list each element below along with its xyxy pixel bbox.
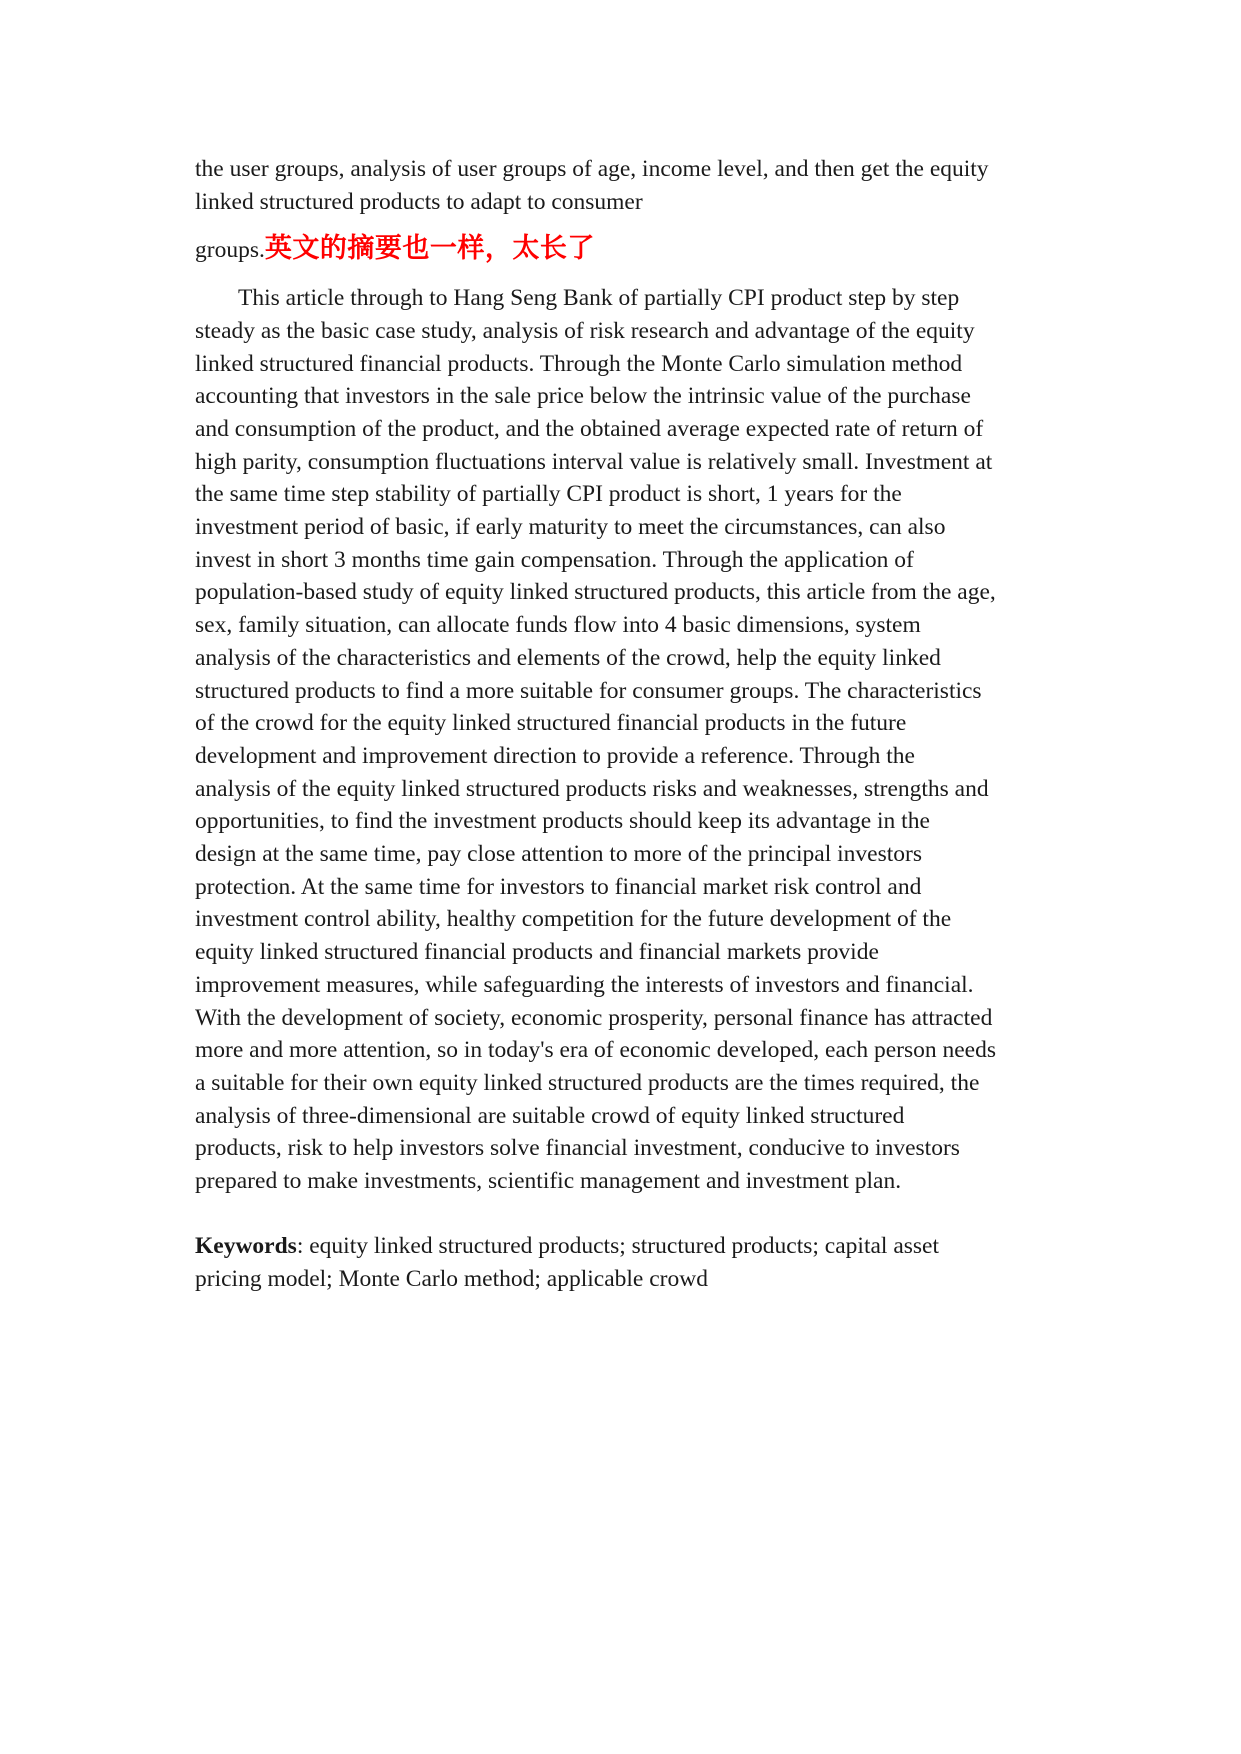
text-line: more and more attention, so in today's era of economic developed, each person needs <box>195 1037 996 1064</box>
text-line: sex, family situation, can allocate funds flow into 4 basic dimensions, system <box>195 612 921 639</box>
text-line: population-based study of equity linked structured products, this article from the age, <box>195 579 996 606</box>
keywords-text: : equity linked structured products; structured products; capital asset <box>296 1232 939 1259</box>
text-line: linked structured products to adapt to consumer <box>195 188 643 215</box>
text-line: the user groups, analysis of user groups of age, income level, and then get the equity <box>195 156 989 182</box>
text-line: With the development of society, economic prosperity, personal finance has attracted <box>195 1004 993 1031</box>
text-line: opportunities, to find the investment products should keep its advantage in the <box>195 808 930 835</box>
text-line: invest in short 3 months time gain compensation. Through the application of <box>195 546 914 573</box>
text-line: of the crowd for the equity linked structured financial products in the future <box>195 710 907 737</box>
text-line: structured products to find a more suitable for consumer groups. The characteristics <box>195 677 982 704</box>
text-line: investment control ability, healthy competition for the future development of the <box>195 906 952 933</box>
text-line: linked structured financial products. Through the Monte Carlo simulation method <box>195 350 963 377</box>
abstract-continuation <box>195 153 1055 267</box>
text-line: investment period of basic, if early maturity to meet the circumstances, can also <box>195 514 946 541</box>
text-line: accounting that investors in the sale price below the intrinsic value of the purchase <box>195 383 971 410</box>
text-line: development and improvement direction to provide a reference. Through the <box>195 742 915 769</box>
text-line: protection. At the same time for investors to financial market risk control and <box>195 873 922 900</box>
abstract-body <box>195 282 1055 1198</box>
text-line: equity linked structured financial products and financial markets provide <box>195 939 879 966</box>
text-line: the same time step stability of partially CPI product is short, 1 years for the <box>195 481 902 508</box>
text-fragment: groups. <box>195 237 265 264</box>
text-line: analysis of the characteristics and elements of the crowd, help the equity linked <box>195 644 941 671</box>
text-line: improvement measures, while safeguarding the interests of investors and financial. <box>195 971 974 998</box>
text-line: analysis of three-dimensional are suitable crowd of equity linked structured <box>195 1102 905 1129</box>
text-line: a suitable for their own equity linked structured products are the times required, the <box>195 1069 980 1096</box>
text-line: products, risk to help investors solve financial investment, conducive to investors <box>195 1135 960 1162</box>
text-line: high parity, consumption fluctuations interval value is relatively small. Investment at <box>195 448 993 475</box>
review-comment: 英文的摘要也一样，太长了 <box>264 233 595 265</box>
keywords-label: Keywords <box>195 1232 297 1259</box>
text-line-with-note <box>195 233 1055 267</box>
text-line: steady as the basic case study, analysis of risk research and advantage of the equity <box>195 317 975 344</box>
keywords-line <box>195 1230 1055 1263</box>
keywords-line: pricing model; Monte Carlo method; applicable crowd <box>195 1265 708 1292</box>
document-page <box>195 153 1055 1295</box>
text-line: prepared to make investments, scientific management and investment plan. <box>195 1168 902 1195</box>
text-line: This article through to Hang Seng Bank of partially CPI product step by step <box>238 285 960 312</box>
text-line: design at the same time, pay close attention to more of the principal investors <box>195 841 922 868</box>
text-line: analysis of the equity linked structured products risks and weaknesses, strengths and <box>195 775 989 802</box>
text-line: and consumption of the product, and the obtained average expected rate of return of <box>195 415 984 442</box>
keywords-section <box>195 1230 1055 1295</box>
